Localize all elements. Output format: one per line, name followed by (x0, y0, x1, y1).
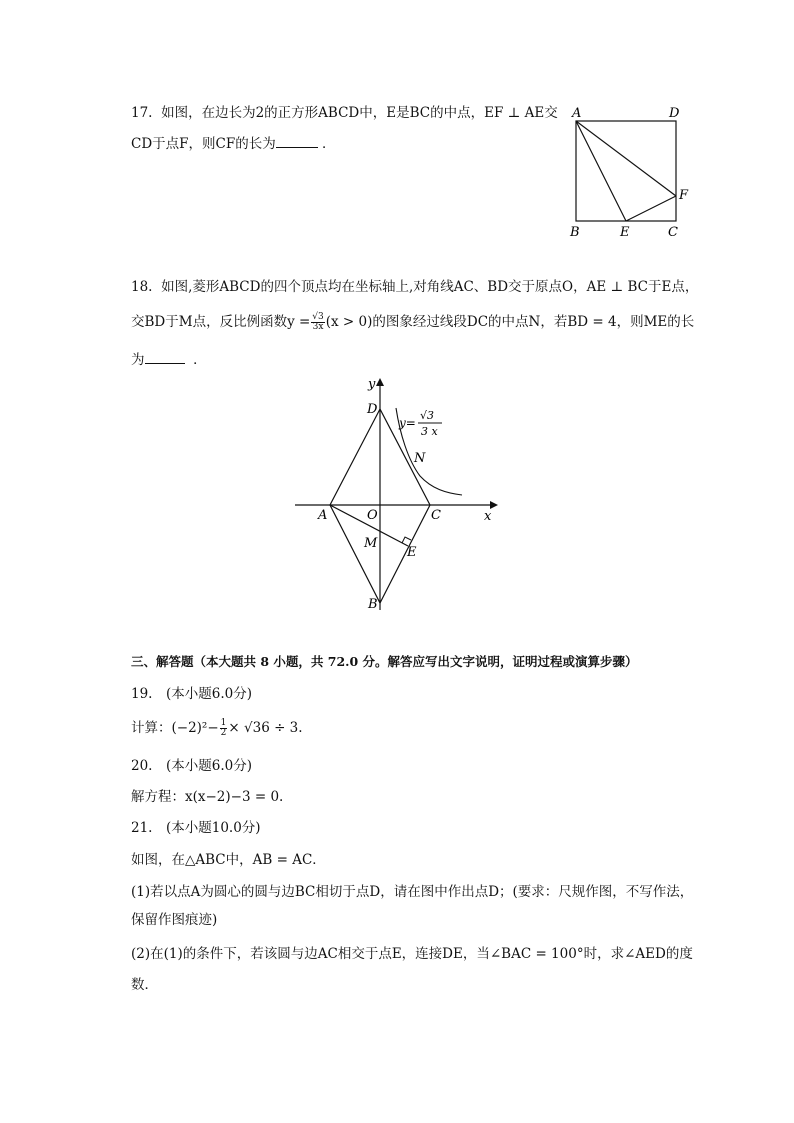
label-C: C (431, 508, 441, 523)
q18-fraction (311, 313, 324, 332)
q19-title: 19. (本小题6.0分) (131, 686, 252, 702)
q20-equation: 解方程：x(x−2)−3 = 0. (131, 789, 284, 805)
right-angle-mark (402, 537, 411, 543)
segment-ae (576, 121, 626, 221)
label-A: A (318, 508, 328, 523)
label-B: B (570, 225, 580, 240)
frac-numerator: 1 (220, 718, 227, 728)
q21-intro: 如图，在△ABC中，AB = AC． (131, 852, 326, 868)
label-O: O (367, 508, 378, 523)
label-C: C (668, 225, 678, 240)
q19-expression (131, 718, 303, 738)
label-x: x (484, 509, 492, 524)
q19-calc-prefix: 计算：(−2)²− (131, 720, 219, 736)
label-D: D (367, 402, 378, 417)
q21-title: 21. (本小题10.0分) (131, 820, 261, 836)
label-M: M (364, 536, 378, 551)
label-B: B (368, 597, 378, 612)
q19-fraction (220, 719, 228, 738)
x-axis-arrow (490, 501, 498, 509)
label-E: E (620, 225, 630, 240)
q21-part2-line1: (2)在(1)的条件下，若该圆与边AC相交于点E，连接DE，当∠BAC = 100°时，求∠AED的度 (131, 946, 693, 962)
func-label-den: 3 x (421, 425, 438, 438)
func-label-num: √3 (420, 409, 435, 422)
q17-line2 (131, 134, 336, 154)
func-label-lhs: y= (399, 416, 416, 430)
label-F: F (679, 188, 689, 203)
q18-rhombus-graph (290, 372, 505, 617)
q18-period: ． (193, 352, 207, 368)
segment-ef (626, 196, 676, 221)
q18-line3 (131, 350, 207, 370)
q17-period: ． (322, 136, 336, 152)
answer-blank (145, 350, 185, 364)
q18-text-2b: (x > 0)的图象经过线段DC的中点N，若BD = 4，则ME的长 (325, 314, 695, 330)
q17-text-2: CD于点F，则CF的长为 (131, 136, 276, 152)
section-heading: 三、解答题（本大题共 8 小题，共 72.0 分。解答应写出文字说明，证明过程或演算步骤） (131, 654, 638, 669)
q17-square-figure (562, 100, 702, 242)
q18-line2 (131, 312, 694, 332)
q18-text-2a: 交BD于M点，反比例函数y = (131, 314, 311, 330)
q18-text-3: 为 (131, 352, 145, 368)
frac-denominator: 2 (220, 728, 227, 738)
frac-numerator: √3 (312, 312, 324, 322)
label-y: y (368, 377, 376, 392)
q21-part2-line2: 数． (131, 977, 158, 993)
q21-part1-line2: 保留作图痕迹) (131, 912, 218, 928)
q17-line1 (131, 103, 558, 123)
label-D: D (669, 106, 680, 121)
square-abcd (576, 121, 676, 221)
q20-title: 20. (本小题6.0分) (131, 758, 252, 774)
answer-blank (276, 134, 318, 148)
q19-calc-suffix: × √36 ÷ 3. (228, 720, 303, 736)
y-axis-arrow (376, 378, 384, 386)
segment-af (576, 121, 676, 196)
q21-part1-line1: (1)若以点A为圆心的圆与边BC相切于点D，请在图中作出点D；(要求：尺规作图，不写作法， (131, 884, 694, 900)
label-E: E (407, 545, 417, 560)
frac-denominator: 3x (312, 322, 324, 332)
label-N: N (414, 451, 426, 466)
q18-line1 (131, 277, 698, 297)
q17-number: 17. (131, 105, 153, 121)
q17-text-1: 如图，在边长为2的正方形ABCD中，E是BC的中点，EF ⊥ AE交 (161, 105, 558, 121)
label-A: A (572, 106, 582, 121)
q18-text-1: 如图,菱形ABCD的四个顶点均在坐标轴上,对角线AC、BD交于原点O，AE ⊥ BC于E点， (161, 279, 699, 295)
q18-number: 18. (131, 279, 153, 295)
